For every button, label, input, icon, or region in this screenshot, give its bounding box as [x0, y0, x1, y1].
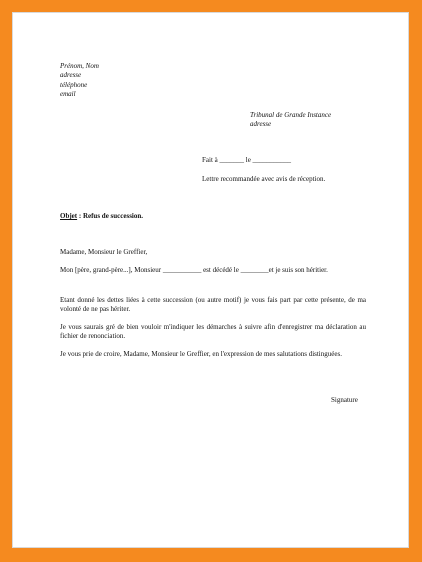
sender-name: Prénom, Nom — [60, 62, 99, 70]
signature-label: Signature — [331, 396, 358, 404]
body-paragraph: Mon [père, grand-père...], Monsieur ___________ est décédé le ________et je suis son héritier. — [60, 266, 328, 274]
sender-address: adresse — [60, 71, 82, 80]
body-paragraph: Je vous saurais gré de bien vouloir m'indiquer les démarches à suivre afin d'enregistrer ma déclaration au fichier de renonciation. — [60, 323, 366, 341]
place-date-line: Fait à _______ le ___________ — [202, 156, 292, 164]
letter-page — [12, 12, 409, 548]
subject-text: : Refus de succession. — [77, 212, 144, 220]
body-paragraph: Etant donné les dettes liées à cette succession (ou autre motif) je vous fais part par cette présente, de ma volonté de ne pas hériter. — [60, 296, 366, 314]
closing-paragraph: Je vous prie de croire, Madame, Monsieur le Greffier, en l'expression de mes salutations distinguées. — [60, 350, 342, 358]
subject-label: Objet — [60, 212, 78, 220]
recipient-block — [250, 111, 331, 130]
recipient-address: adresse — [250, 120, 272, 129]
greeting: Madame, Monsieur le Greffier, — [60, 248, 148, 256]
subject-line — [60, 212, 143, 221]
sender-phone: téléphone — [60, 80, 88, 89]
sender-email: email — [60, 90, 76, 99]
recipient-court: Tribunal de Grande Instance — [250, 111, 332, 119]
registered-mail-note: Lettre recommandée avec avis de réception. — [202, 175, 326, 183]
sender-block — [60, 62, 99, 100]
